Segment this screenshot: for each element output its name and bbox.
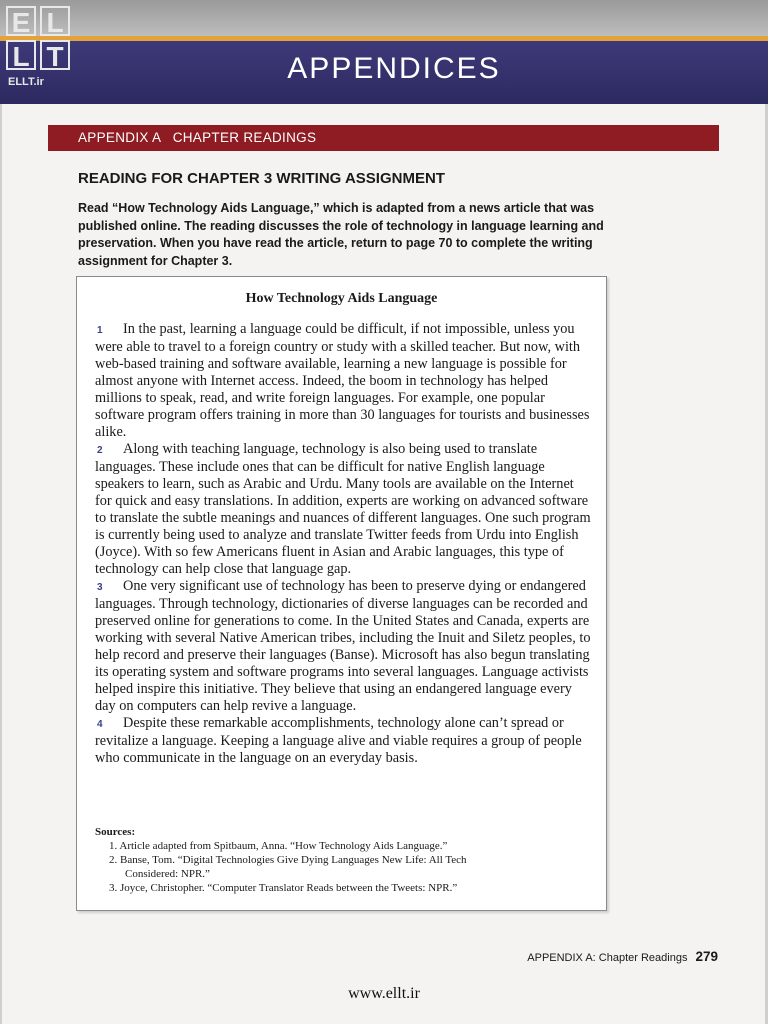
paragraph-text: Despite these remarkable accomplishments, technology alone can’t spread or revitalize a language. Keeping a language alive and viable requires a group of people who communicate in the language on an everyday basis. [95, 715, 582, 766]
paragraph-text: Along with teaching language, technology is also being used to translate languages. These include ones that can be difficult for native English language speakers to learn, such as Arabic and Urdu. Many tools are available on the Internet for quick and easy translations. In addition, experts are working on advanced software to translate the subtle meanings and nuances of different languages. One such program is currently being used to analyze and translate Twitter feeds from Urdu into English (Joyce). With so few Americans fluent in Asian and Arabic languages, this type of technology can help close that language gap. [95, 441, 591, 577]
logo-letter: L [6, 40, 36, 70]
paragraph-number: 3 [97, 582, 103, 593]
paragraph-text: In the past, learning a language could be difficult, if not impossible, unless you were able to travel to a foreign country or study with a skilled teacher. But now, with web-based training and software available, learning a new language is possible for almost anyone with Internet access. Indeed, the boom in technology has helped millions to speak, read, and write foreign languages. For example, one popular software program offers training in more than 30 languages for tourists and businesses alike. [95, 321, 590, 440]
logo-letter: L [40, 6, 70, 36]
source-item [95, 881, 595, 895]
ellt-logo [2, 2, 76, 90]
page-edge-left [0, 104, 2, 1024]
top-strip [0, 0, 768, 36]
article-title: How Technology Aids Language [245, 291, 438, 306]
section-heading: READING FOR CHAPTER 3 WRITING ASSIGNMENT [78, 170, 445, 187]
reading-box [76, 276, 607, 911]
page-footer [460, 949, 718, 964]
sources-list [95, 825, 595, 895]
article-paragraph [95, 715, 593, 767]
paragraph-number: 4 [97, 719, 103, 730]
source-line-continuation: Considered: NPR.” [125, 868, 210, 880]
article-body [95, 321, 593, 767]
footer-label: APPENDIX A: Chapter Readings [527, 952, 688, 964]
logo-letter: E [6, 6, 36, 36]
source-item [95, 839, 595, 853]
logo-caption: ELLT.ir [8, 76, 44, 88]
paragraph-number: 2 [97, 445, 103, 456]
article-paragraph [95, 441, 593, 578]
appendix-bar-label: APPENDIX A CHAPTER READINGS [78, 130, 317, 145]
source-item [95, 853, 595, 881]
logo-letter: T [40, 40, 70, 70]
source-line: 2. Banse, Tom. “Digital Technologies Give Dying Languages New Life: All Tech [109, 854, 467, 866]
page-title: APPENDICES [287, 52, 501, 85]
watermark-link[interactable]: www.ellt.ir [348, 985, 420, 1002]
source-line: 1. Article adapted from Spitbaum, Anna. “How Technology Aids Language.” [109, 840, 448, 852]
paragraph-number: 1 [97, 325, 103, 336]
appendix-bar [48, 125, 719, 151]
paragraph-text: One very significant use of technology has been to preserve dying or endangered languages. Through technology, dictionaries of diverse languages can be recorded and preserved online for generations to come. In the United States and Canada, experts are working with several Native American tribes, including the Inuit and Siletz peoples, to help record and preserve their languages (Banse). Microsoft has also begun translating its operating system and software programs into several languages. Language activists helped inspire this initiative. They believe that using an endangered language every day on computers can help revive a language. [95, 578, 591, 714]
sources-title: Sources: [95, 826, 136, 838]
page-number: 279 [695, 949, 718, 964]
article-paragraph [95, 321, 593, 441]
source-line: 3. Joyce, Christopher. “Computer Translator Reads between the Tweets: NPR.” [109, 882, 458, 894]
intro-paragraph: Read “How Technology Aids Language,” which is adapted from a news article that was published online. The reading discusses the role of technology in language learning and preservation. When you have read the article, return to page 70 to complete the writing assignment for Chapter 3. [78, 201, 604, 268]
article-paragraph [95, 578, 593, 715]
